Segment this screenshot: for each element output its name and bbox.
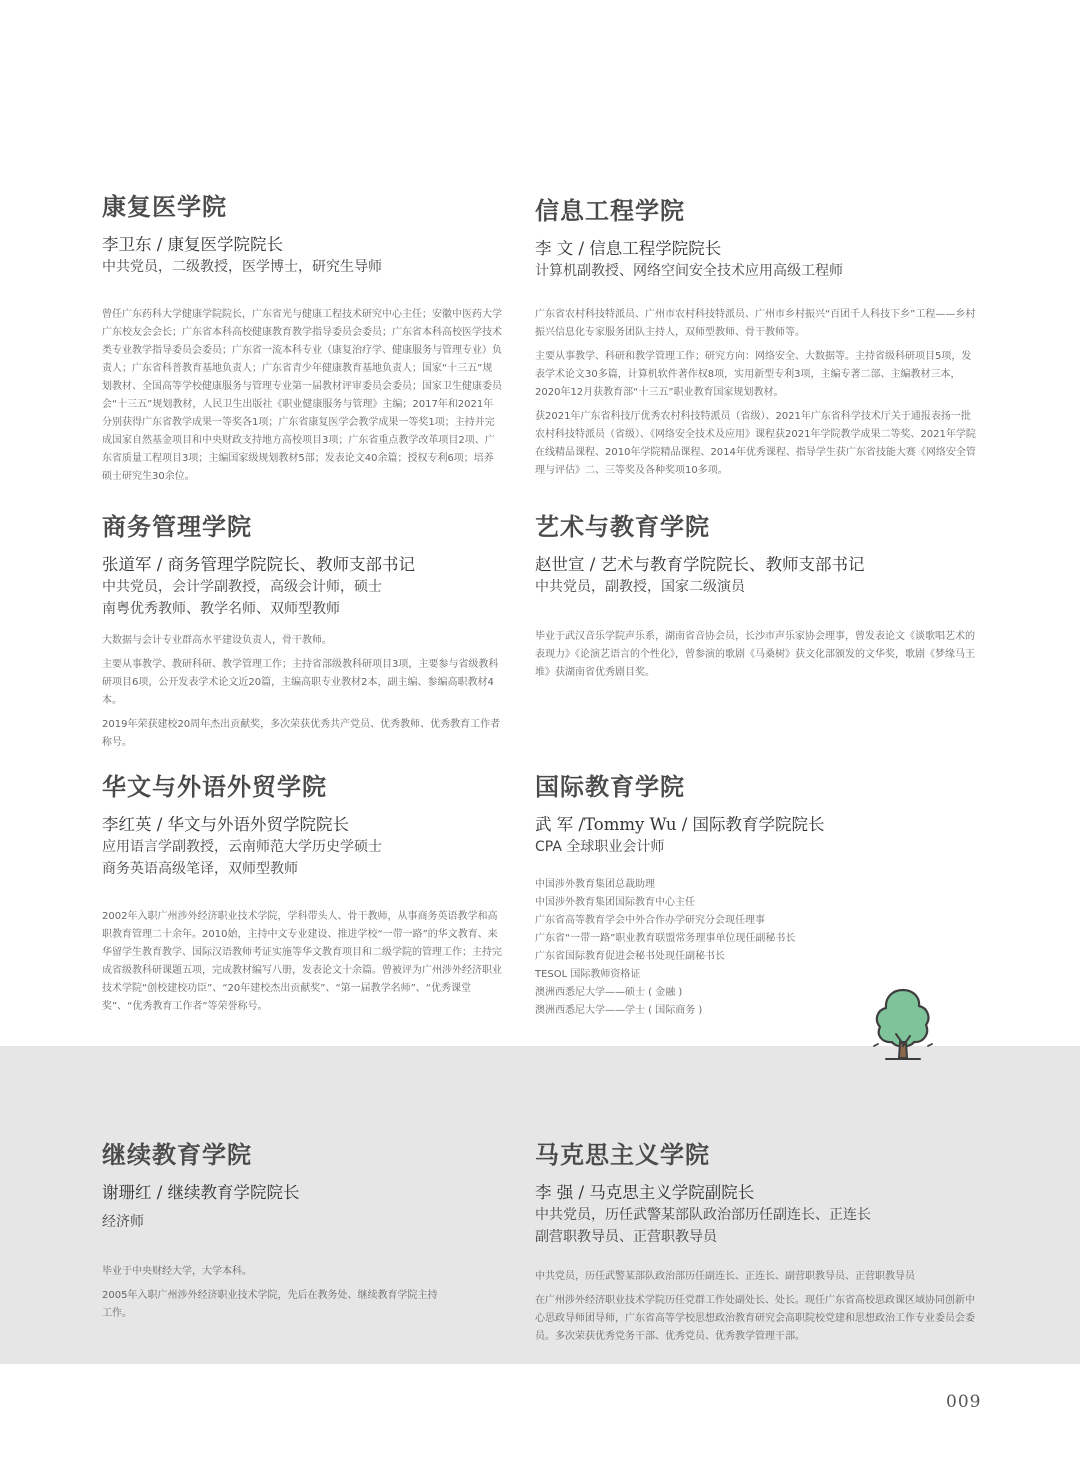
section-rehab <box>102 192 502 492</box>
section-arts-edu <box>535 512 980 688</box>
bio-paragraph: 曾任广东药科大学健康学院院长，广东省光与健康工程技术研究中心主任；安徽中医药大学广东校友会会长；广东省本科高校健康教育教学指导委员会委员；广东省本科高校医学技术类专业教学指导委员会委员；广东省一流本科专业（康复治疗学、健康服务与管理专业）负责人；广东省科普教育基地负责人；广东省青少年健康教育基地负责人；国家“十三五”规划教材、全国高等学校健康服务与管理专业第一届教材评审委员会委员；国家卫生健康委员会“十三五”规划教材，人民卫生出版社《职业健康服务与管理》主编；2017年和2021年分别获得广东省教学成果一等奖各1项；广东省康复医学会教学成果一等奖1项；主持并完成国家自然基金项目和中央财政支持地方高校项目3项；广东省重点教学改革项目2项、广东省质量工程项目3项；主编国家级规划教材5部；发表论文40余篇；授权专利6项；培养硕士研究生30余位。 <box>102 309 502 482</box>
bio-line: TESOL 国际教师资格证 <box>535 969 641 980</box>
dean-name: 武 军 /Tommy Wu / 国际教育学院院长 <box>535 815 825 834</box>
bio-paragraph: 主要从事教学、教研科研、教学管理工作；主持省部级教科研项目3项，主要参与省级教科研项目6项，公开发表学术论文近20篇，主编高职专业教材2本，副主编、参编高职教材4本。 <box>102 659 499 706</box>
bio-paragraph: 主要从事教学、科研和教学管理工作；研究方向：网络安全、大数据等。主持省级科研项目5项，发表学术论文30多篇，计算机软件著作权8项，实用新型专利3项，主编专著二部、主编教材三本，2020年12月获教育部“十三五”职业教育国家规划教材。 <box>535 351 972 398</box>
section-continuing-edu <box>102 1140 502 1329</box>
bio-line: 澳洲西悉尼大学——学士 ( 国际商务 ) <box>535 1005 703 1016</box>
dean-credentials: 计算机副教授、网络空间安全技术应用高级工程师 <box>535 263 843 279</box>
dean-bio <box>102 632 502 752</box>
dean-credentials: 中共党员，历任武警某部队政治部历任副连长、正连长 <box>535 1207 871 1223</box>
dean-bio <box>102 908 502 1016</box>
tree-icon <box>868 984 938 1064</box>
dean-name: 李卫东 / 康复医学院院长 <box>102 235 284 254</box>
bio-line: 广东省国际教育促进会秘书处现任副秘书长 <box>535 951 725 962</box>
bio-line: 中国涉外教育集团总裁助理 <box>535 879 655 890</box>
section-chinese-foreign <box>102 772 502 1022</box>
dean-bio <box>535 1268 980 1346</box>
dean-credentials: 经济师 <box>102 1214 144 1230</box>
bio-line: 广东省高等教育学会中外合作办学研究分会现任理事 <box>535 915 765 926</box>
dean-name: 李 文 / 信息工程学院院长 <box>535 239 722 258</box>
bio-paragraph: 中共党员，历任武警某部队政治部历任副连长、正连长、副营职教导员、正营职教导员 <box>535 1271 915 1282</box>
bio-paragraph: 2002年入职广州涉外经济职业技术学院，学科带头人、骨干教师，从事商务英语教学和高职教育管理二十余年。2010始，主持中文专业建设、推进学校“一带一路”的华文教育、来华留学生教育教学、国际汉语教师考证实施等华文教育项目和二级学院的管理工作；主持完成省级教科研课题五项，完成教材编写八册，发表论文十余篇。曾被评为广州涉外经济职业技术学院“创校建校功臣”、“20年建校杰出贡献奖”、“第一届教学名师”、“优秀课堂奖”、“优秀教育工作者”等荣誉称号。 <box>102 911 502 1012</box>
dean-credentials: 中共党员，会计学副教授，高级会计师，硕士 <box>102 579 382 595</box>
dean-bio <box>102 306 502 486</box>
section-title: 继续教育学院 <box>102 1140 252 1169</box>
section-title: 国际教育学院 <box>535 772 685 801</box>
bio-paragraph: 2005年入职广州涉外经济职业技术学院，先后在教务处、继续教育学院主持工作。 <box>102 1290 438 1319</box>
bio-line: 澳洲西悉尼大学——硕士 ( 金融 ) <box>535 987 683 998</box>
bio-paragraph: 大数据与会计专业群高水平建设负责人，骨干教师。 <box>102 635 332 646</box>
dean-bio <box>535 306 980 480</box>
section-title: 艺术与教育学院 <box>535 512 710 541</box>
section-info-eng <box>535 196 980 486</box>
dean-bio <box>102 1263 447 1323</box>
bio-paragraph: 在广州涉外经济职业技术学院历任党群工作处副处长、处长。现任广东省高校思政课区域协同创新中心思政导师团导师，广东省高等学校思想政治教育研究会高职院校党建和思想政治工作专业委员会委员。多次荣获优秀党务干部、优秀党员、优秀教学管理干部。 <box>535 1295 975 1342</box>
dean-name: 李 强 / 马克思主义学院副院长 <box>535 1183 755 1202</box>
bio-paragraph: 广东省农村科技特派员、广州市农村科技特派员、广州市乡村振兴“百团千人科技下乡”工程——乡村振兴信息化专家服务团队主持人，双师型教师、骨干教师等。 <box>535 309 976 338</box>
section-title: 商务管理学院 <box>102 512 252 541</box>
dean-name: 李红英 / 华文与外语外贸学院院长 <box>102 815 350 834</box>
dean-name: 张道军 / 商务管理学院院长、教师支部书记 <box>102 555 416 574</box>
dean-name: 赵世宣 / 艺术与教育学院院长、教师支部书记 <box>535 555 865 574</box>
dean-name: 谢珊红 / 继续教育学院院长 <box>102 1183 300 1202</box>
dean-credentials: 副营职教导员、正营职教导员 <box>535 1229 717 1245</box>
dean-credentials: 南粤优秀教师、教学名师、双师型教师 <box>102 601 340 617</box>
bio-line: 中国涉外教育集团国际教育中心主任 <box>535 897 695 908</box>
section-business <box>102 512 502 758</box>
dean-credentials: 应用语言学副教授，云南师范大学历史学硕士 <box>102 839 382 855</box>
dean-credentials: 中共党员，二级教授，医学博士，研究生导师 <box>102 259 382 275</box>
section-marxism <box>535 1140 980 1352</box>
dean-credentials: 商务英语高级笔译，双师型教师 <box>102 861 298 877</box>
bio-paragraph: 毕业于中央财经大学，大学本科。 <box>102 1266 252 1277</box>
bio-line: 广东省“一带一路”职业教育联盟常务理事单位现任副秘书长 <box>535 933 796 944</box>
bio-paragraph: 获2021年广东省科技厅优秀农村科技特派员（省级）、2021年广东省科学技术厅关于通报表扬一批农村科技特派员（省级）、《网络安全技术及应用》课程获2021年学院教学成果二等奖、2021年学院在线精品课程、2010年学院精品课程、2014年优秀课程、指导学生获广东省技能大赛《网络安全管理与评估》二、三等奖及各种奖项10多项。 <box>535 411 976 476</box>
dean-bio <box>535 628 980 682</box>
section-title: 马克思主义学院 <box>535 1140 710 1169</box>
page-number: 009 <box>946 1392 982 1412</box>
dean-credentials: CPA 全球职业会计师 <box>535 839 665 855</box>
section-title: 华文与外语外贸学院 <box>102 772 327 801</box>
section-intl-edu <box>535 772 980 1020</box>
bio-paragraph: 毕业于武汉音乐学院声乐系，湖南省音协会员，长沙市声乐家协会理事，曾发表论文《谈歌唱艺术的表现力》《论演艺语言的个性化》，曾参演的歌剧《马桑树》获文化部颁发的文华奖，歌剧《梦缘马王堆》获湖南省优秀剧目奖。 <box>535 631 975 678</box>
section-title: 康复医学院 <box>102 192 227 221</box>
bio-paragraph: 2019年荣获建校20周年杰出贡献奖，多次荣获优秀共产党员、优秀教师、优秀教育工作者称号。 <box>102 719 501 748</box>
dean-credentials: 中共党员，副教授，国家二级演员 <box>535 579 745 595</box>
section-title: 信息工程学院 <box>535 196 685 225</box>
